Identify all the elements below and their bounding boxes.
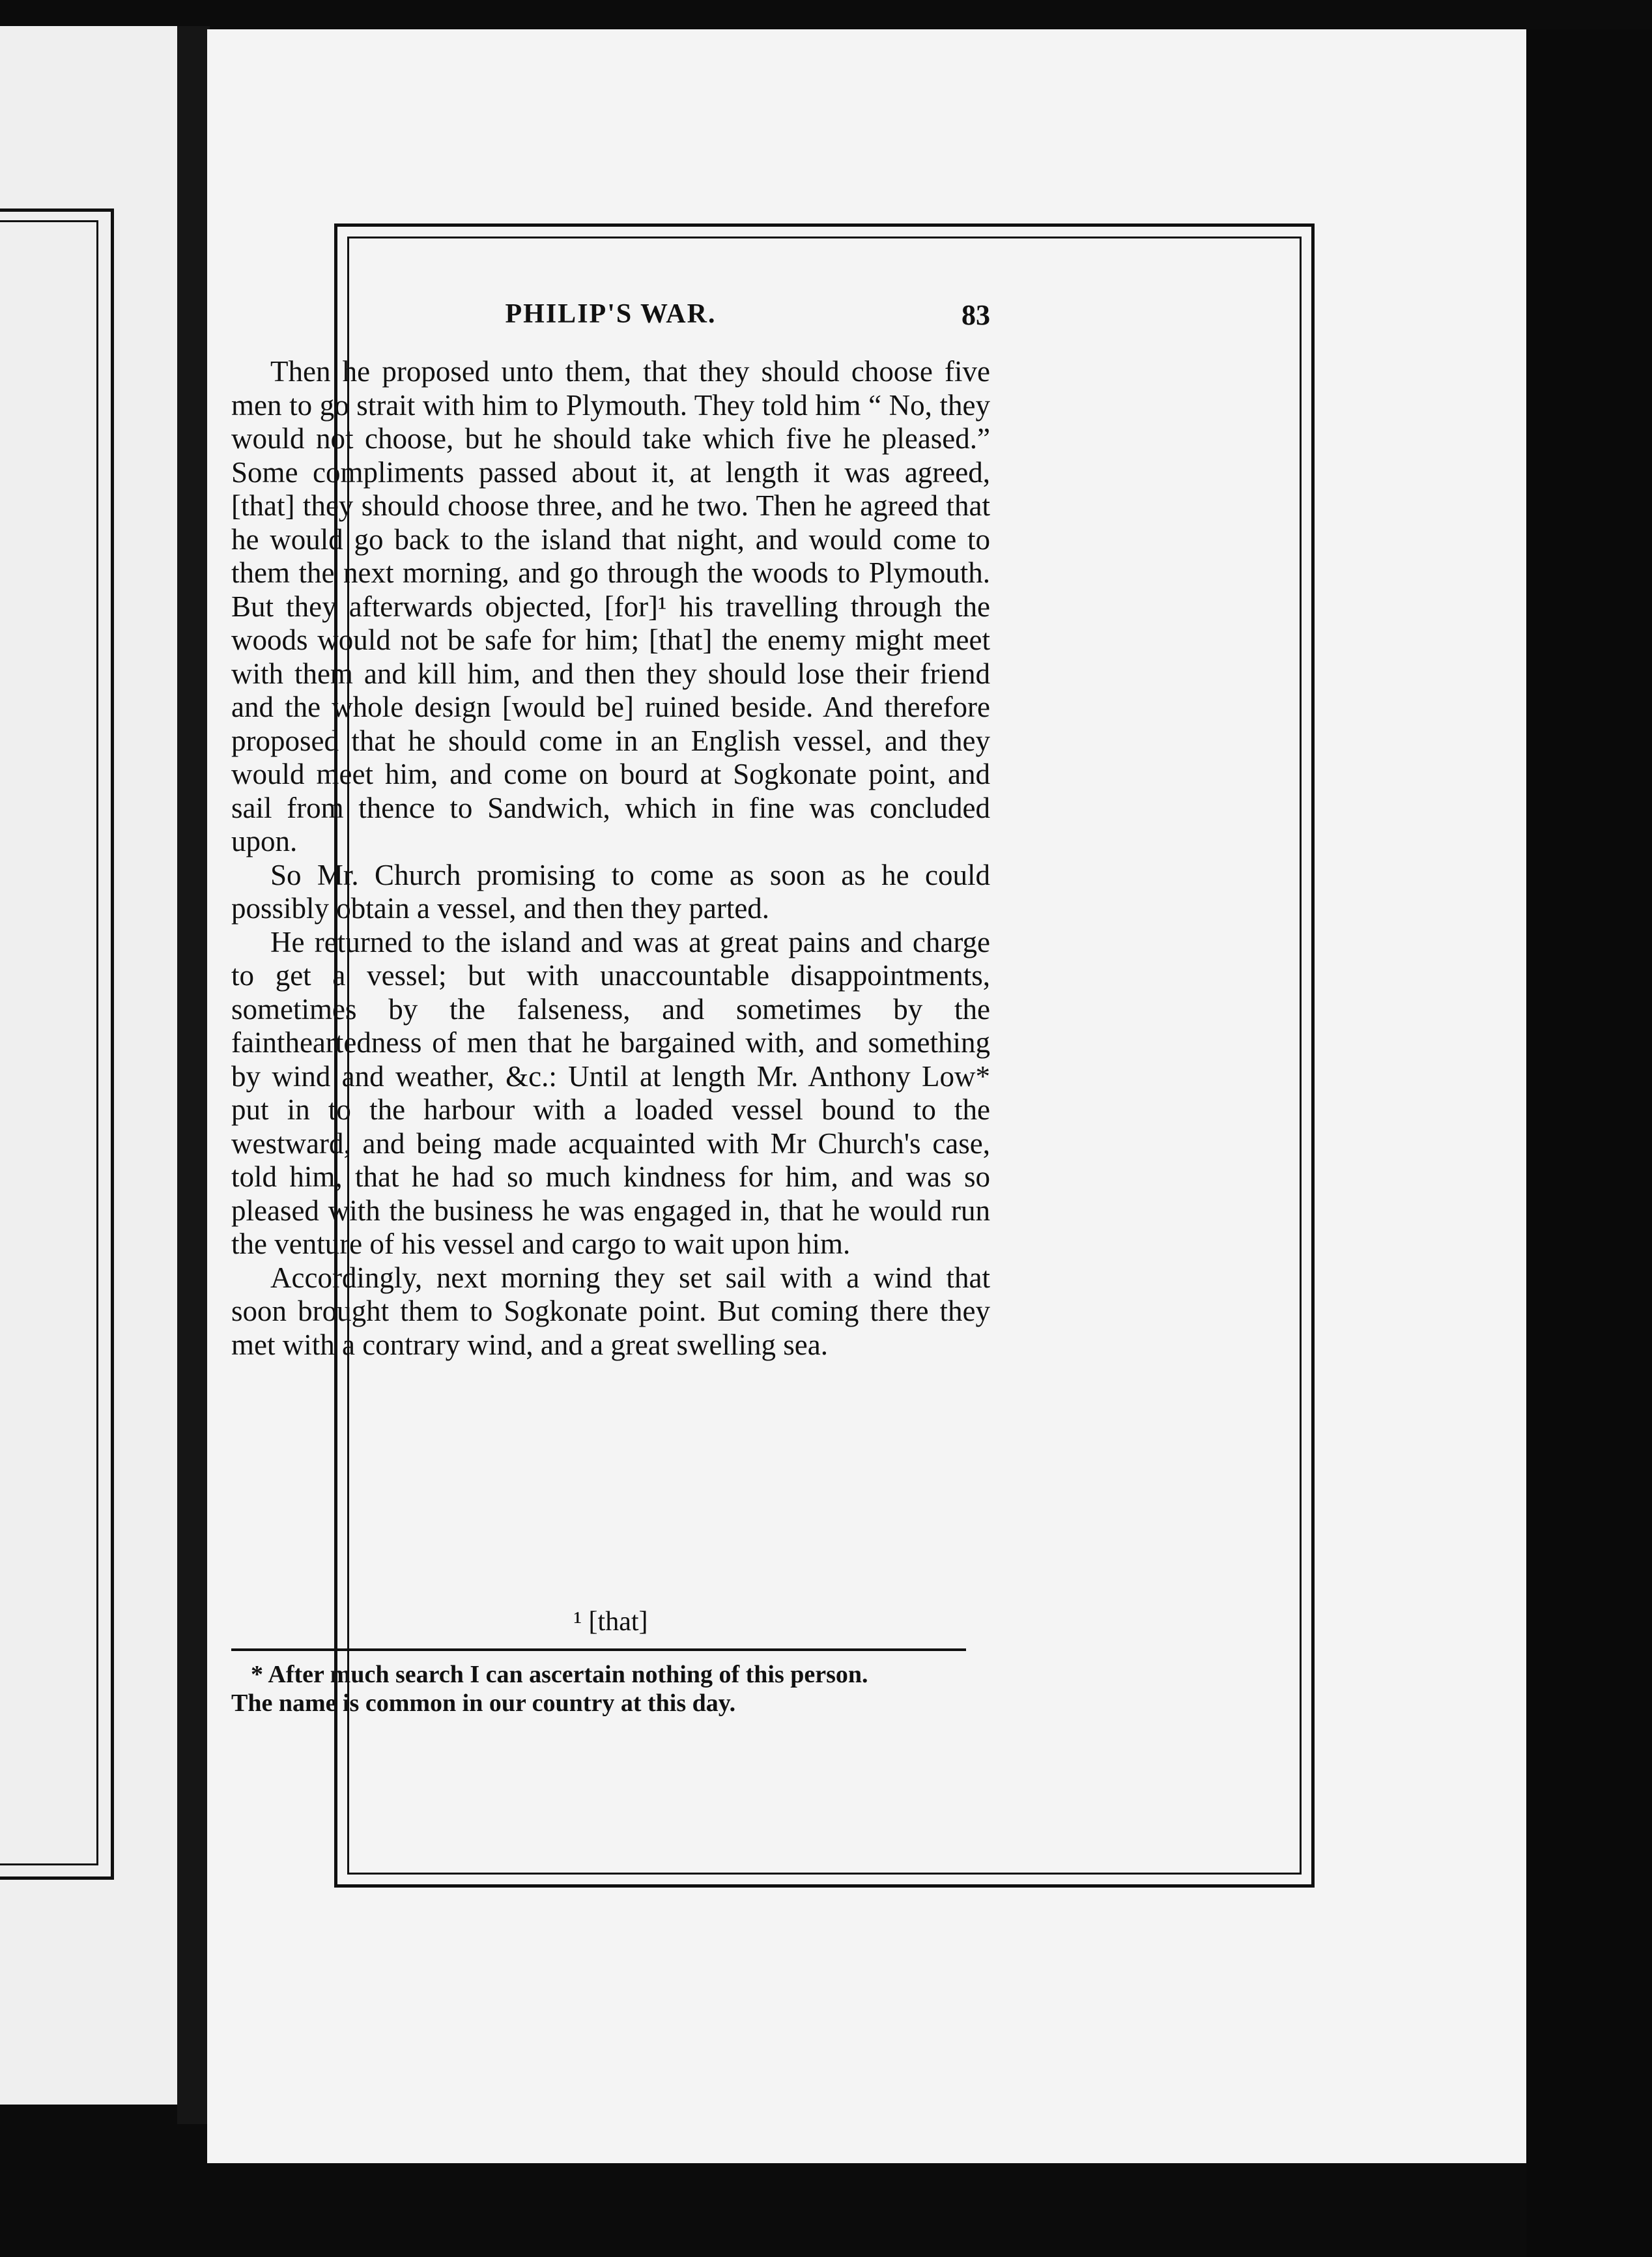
page-number: 83 — [961, 299, 990, 331]
book-gutter — [177, 26, 210, 2124]
facing-page — [0, 26, 189, 2105]
facing-page-border-inner — [0, 220, 98, 1865]
page-edge-shadow — [1526, 29, 1652, 2257]
footnote-line-1: * After much search I can ascertain nothing of this person. — [251, 1661, 868, 1688]
running-head — [231, 298, 990, 344]
body-text — [231, 355, 990, 1362]
footnote-line-2: The name is common in our country at this day. — [231, 1689, 736, 1717]
paragraph-2: So Mr. Church promising to come as soon as he could possibly obtain a vessel, and then they parted. — [231, 858, 990, 925]
paragraph-1: Then he proposed unto them, that they should choose five men to go strait with him to Plymouth. They told him “ No, they would not choose, but he should take which five he pleased.” Some compliments passed about it, at length it was agreed, [that] they should choose three, and he two. Then he agreed that he would go back to the island that night, and would come to them the next morning, and go through the woods to Plymouth. But they afterwards objected, [for]¹ his travelling through the woods would not be safe for him; [that] the enemy might meet with them and kill him, and then they should lose their friend and the whole design [would be] ruined beside. And therefore proposed that he should come in an English vessel, and they would meet him, and come on bourd at Sogkonate point, and sail from thence to Sandwich, which in fine was concluded upon. — [231, 355, 990, 857]
page-title: PHILIP'S WAR. — [505, 299, 717, 329]
paragraph-3: He returned to the island and was at great pains and charge to get a vessel; but with unaccountable disappointments, sometimes by the falseness, and sometimes by the faintheartedness of men that he bargained with, and something by wind and weather, &c.: Until at length Mr. Anthony Low* put in to the harbour with a loaded vessel bound to the westward, and being made acquainted with Mr Church's case, told him, that he had so much kindness for him, and was so pleased with the business he was engaged in, that he would run the venture of his vessel and cargo to wait upon him. — [231, 925, 990, 1260]
bracket-note: ¹ [that] — [573, 1607, 648, 1637]
footnote-rule — [231, 1648, 966, 1651]
footnote — [231, 1660, 966, 1718]
paragraph-4: Accordingly, next morning they set sail with a wind that soon brought them to Sogkonate point. But coming there they met with a contrary wind, and a great swelling sea. — [231, 1261, 990, 1361]
